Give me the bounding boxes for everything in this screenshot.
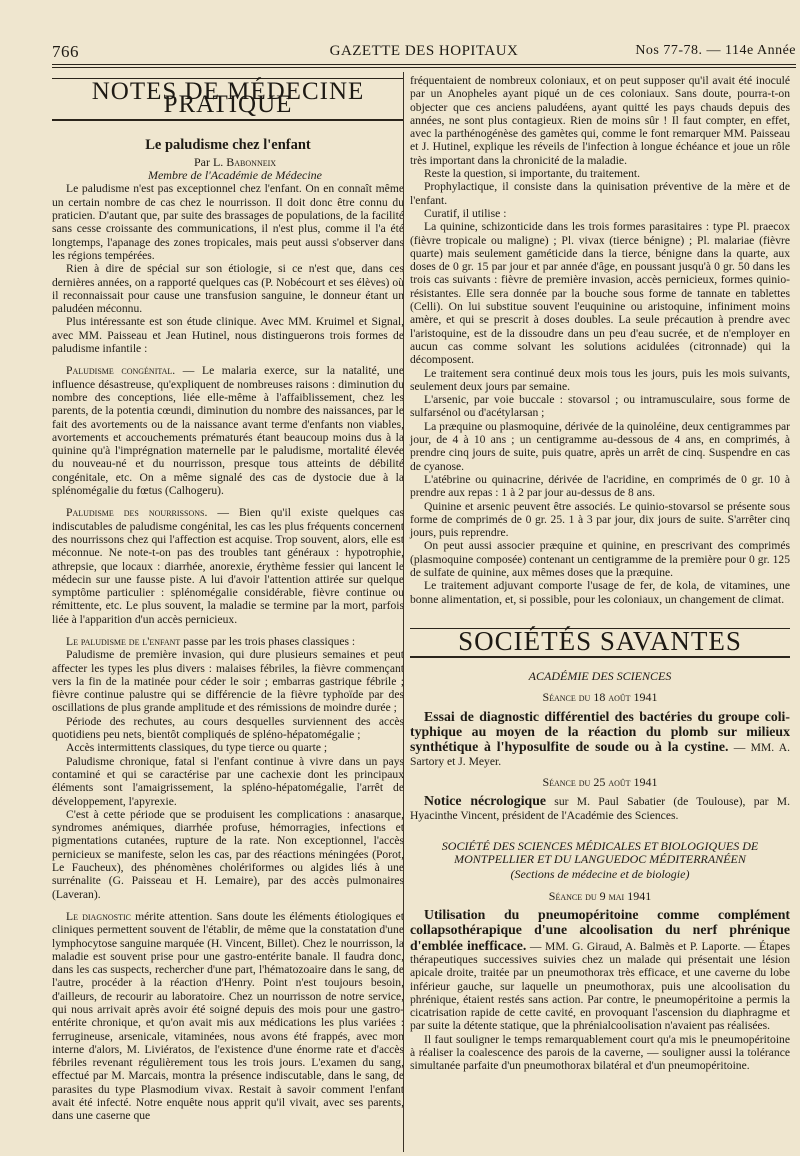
societies-section-title: SOCIÉTÉS SAVANTES	[410, 628, 790, 658]
session-date: Séance du 25 août 1941	[542, 774, 658, 789]
communication	[410, 793, 790, 822]
paragraph	[52, 506, 404, 626]
paragraph: La præquine ou plasmoquine, dérivée de la quinoléine, deux centigrammes par jour, de 4 à 10 ans ; un centigramme au-dessous de 4 ans, en comprimés, à prendre cinq jours de suite, puis quatre, après un arrêt de cinq. Suspendre en cas de cyanose.	[410, 419, 790, 473]
subsection-heading: Paludisme des nourrissons.	[66, 506, 208, 520]
communication-text: sur M. Paul Sabatier (de Toulouse), par M. Hyacinthe Vincent, président de l'Académie des Sciences.	[410, 795, 790, 822]
paragraph: Curatif, il utilise :	[424, 206, 507, 220]
paragraph-text: mérite attention. Sans doute les éléments étiologiques et cliniques permettent souvent de l'établir, de même que la constatation d'une lymphocytose sanguine marquée (H. Vincent, Billet). Chez le nourrisson, la maladie est souvent prise pour une gastro-entérite banale. Il faudra donc, dans les cas suspects, rechercher d'une part, l'hématozoaire dans le sang, de l'autre, procéder à la réaction d'Henry. Point n'est toujours besoin, d'ailleurs, de recourir au laboratoire. Chez un nourrisson de notre service, qui nous arrivait après avoir été soigné depuis des mois pour une gastro-entérite chronique, et qu'on avait mis aux médications les plus variées : ferrugineuse, arsenicale, vitaminées, nous avons été frappés, avec mon interne d'alors, M. Liviératos, de l'existence d'une énorme rate et d'accès fébriles revenant régulièrement tous les trois jours. L'examen du sang, effectué par M. Marcais, montra la présence indiscutable, dans le sang, de parasites du type Plasmodium vivax. Restait à savoir comment l'enfant avait été infecté. Notre enquête nous apprit qu'il vivait, avec ses parents, dans une caserne que	[52, 909, 404, 1123]
right-column	[410, 74, 790, 1073]
paragraph-text: — Bien qu'il existe quelques cas indiscutables de paludisme congénital, les cas les plus fréquents concernent des nourrissons chez qui l'affection est acquise. Trop souvent, alors, elle est méconnue. Ne note-t-on pas des troubles tant généraux : hypotrophie, athrepsie, que locaux : diarrhée, anorexie, érythème fessier qui lancent le médecin sur une fausse piste. A lui d'avoir l'attention attirée sur quelque symptôme particulier : splénomégalie considérable, fièvre continue ou rémittente, etc. Le plus souvent, la maladie se termine par la mort, parfois liée à l'apparition d'un accès pernicieux.	[52, 506, 404, 626]
author-affiliation: Membre de l'Académie de Médecine	[147, 168, 323, 183]
left-column	[52, 74, 404, 1123]
paragraph: Le traitement sera continué deux mois tous les jours, puis les mois suivants, seulement deux jours par semaine.	[410, 366, 790, 393]
paragraph: On peut aussi associer præquine et quinine, en prescrivant des comprimés (plasmoquine composée) contenant un centigramme de la première pour 0 gr. 125 de sulfate de quinine, aux mêmes doses que la præquine.	[410, 539, 790, 579]
column-divider	[403, 72, 404, 1152]
paragraph: Rien à dire de spécial sur son étiologie, si ce n'est que, dans ces dernières années, on a rapporté quelques cas (P. Nobécourt et ses élèves) où il reconnaissait pour cause une transfusion sanguine, le donneur étant un paludéen méconnu.	[52, 262, 404, 316]
paragraph: Période des rechutes, au cours desquelles surviennent des accès quotidiens peu nets, bientôt compliqués de spléno-hépatomégalie ;	[52, 714, 404, 742]
communication-title: Essai de diagnostic différentiel des bactéries du groupe coli-typhique au moyen de la réaction du plomb sur milieux synthétique à l'hyposulfite de soude ou à la cystine.	[410, 708, 790, 755]
header-rule-2	[52, 67, 796, 68]
author-name: L. Babonneix	[212, 154, 277, 169]
paragraph: Prophylactique, il consiste dans la quinisation préventive de la mère et de l'enfant.	[410, 180, 790, 207]
page-number: 766	[52, 42, 79, 61]
communication	[410, 709, 790, 768]
communication-title: Notice nécrologique	[424, 793, 547, 809]
journal-title: GAZETTE DES HOPITAUX	[329, 43, 519, 59]
subsection-heading: Le diagnostic	[66, 909, 131, 923]
paragraph: Il faut souligner le temps remarquablement court qu'a mis le pneumopéritoine à réaliser la coalescence des parois de la caverne, — souligner aussi la tolérance simultanée parfaite d'un pneumothorax bilatéral et d'un pneumopéritoine.	[410, 1032, 790, 1073]
communication-authors: — MM. A. Sartory et J. Meyer.	[410, 741, 791, 768]
paragraph	[52, 910, 404, 1123]
subsection-heading: Paludisme congénital.	[66, 364, 176, 378]
paragraph	[52, 364, 404, 497]
paragraph: Plus intéressante est son étude clinique. Avec MM. Kruimel et Signal, avec MM. Paisseau et Jean Hutinel, nous distinguerons trois formes de paludisme infantile :	[52, 315, 404, 356]
paragraph	[52, 635, 404, 648]
paragraph: L'atébrine ou quinacrine, dérivée de l'acridine, en comprimés de 0 gr. 10 à prendre aux repas : 1 à 2 par jour au-dessus de 8 ans.	[410, 472, 790, 500]
byline-prefix: Par	[193, 154, 213, 169]
communication-title: Utilisation du pneumopéritoine comme complément collapsothérapique d'une alcoolisation du nerf phrénique d'emblée inefficace.	[410, 907, 790, 953]
communication-text: — MM. G. Giraud, A. Balmès et P. Laporte. — Étapes thérapeutiques successives suivies chez un malade qui présentait une lésion apicale droite, traitée par un pneumothorax très efficace, et une caverne du lobe inférieur gauche, sur laquelle un pneumothorax, puis une alcoolisation du phrénique, étaient restés sans action. Par contre, le pneumopéritoine a permis la cicatrisation rapide de cette cavité, en provoquant l'ascension du diaphragme et par suite la détente statique, que la phrénialcoolisation n'avaient pas réalisées.	[410, 939, 790, 1033]
paragraph: Accès intermittents classiques, du type tierce ou quarte ;	[66, 741, 328, 755]
session-date: Séance du 9 mai 1941	[548, 888, 652, 903]
paragraph: La quinine, schizonticide dans les trois formes parasitaires : type Pl. praecox (fièvre tropicale ou maligne) ; Pl. vivax (tierce bénigne) ; Pl. malariae (fièvre quarte) mais seulement gaméticide dans la tierce, bénigne dans la quarte, aux doses de 0 gr. 15 par jour et par année d'âge, en poussant jusqu'à 0 gr. 50 dans les trois cas suivants : fièvre de première invasion, accès pernicieux, formes quinio-résistantes. Elle sera donnée par la bouche sous forme de tannate en tablettes (Celli). On lui substitue souvent l'euquinine ou aristoquine, infiniment moins amère, et qui se prescrit à doses doubles. La seule précaution à prendre avec l'aristoquine, est de la dissoudre dans un peu d'eau sucrée, et de n'employer en aucun cas comme solvant les solutions acidulées (citronnade) qui la décomposent.	[410, 220, 790, 367]
page-header	[52, 40, 796, 66]
society-heading: SOCIÉTÉ DES SCIENCES MÉDICALES ET BIOLOGIQUES DE MONTPELLIER ET DU LANGUEDOC MÉDITERRANÉEN	[441, 838, 759, 867]
paragraph: Paludisme de première invasion, qui dure plusieurs semaines et peut affecter les types les plus divers : malaises fébriles, la fièvre commençant vers la fin de la matinée pour céder le soir ; embarras gastrique fébrile ; fièvre continue palustre qui se différencie de la fièvre typhoïde par des oscillations de plus grande amplitude et des rémissions de moindre durée ;	[52, 648, 404, 715]
subsection-heading: Le paludisme de l'enfant	[66, 634, 181, 648]
society-subheading: (Sections de médecine et de biologie)	[510, 867, 690, 882]
paragraph-text: passe par les trois phases classiques :	[180, 634, 356, 648]
paragraph-text: — Le malaria exerce, sur la natalité, une influence désastreuse, qu'expliquent de nombreuses raisons : diminution du nombre des conceptions, liée elle-même à l'affaiblissement, chez les parents, de la potentia cœundi, diminution du nombre des naissances, par le fait des avortements ou de la naissance avant terme d'enfants non viables, avortements et accouchements prématurés étant beaucoup moins dus à la quinine qu'à l'imprégnation maternelle par le paludisme, mortalité élevée du nouveau-né et du nourrisson, presque tous atteints de débilité congénitale, etc. On a même signalé des cas de dystocie due à la splénomégalie du fœtus (Calhogeru).	[52, 364, 404, 498]
paragraph: Paludisme chronique, fatal si l'enfant continue à vivre dans un pays contaminé et qui se caractérise par une cachexie dont les principaux éléments sont l'amaigrissement, la spléno-hépatomégalie, l'arrêt de développement, l'apyrexie.	[52, 754, 404, 808]
section-title: NOTES DE MÉDECINE PRATIQUE	[52, 78, 404, 121]
paragraph: C'est à cette période que se produisent les complications : anasarque, syndromes anémiques, diarrhée profuse, hémorragies, infections et pigmentations cutanées, rupture de la rate. Non exceptionnel, l'accès pernicieux se manifeste, selon les cas, par des réactions méningées (Porot, Le Faucheux), des phénomènes cholériformes ou algides liés à une surrénalite (G. Paisseau et H. Lemaire), par des accès pulmonaires (Laveran).	[52, 807, 404, 901]
issue-number: Nos 77-78. — 114e Année	[635, 43, 796, 58]
article-title: Le paludisme chez l'enfant	[145, 136, 311, 153]
paragraph: L'arsenic, par voie buccale : stovarsol ; ou intramusculaire, sous forme de sulfarsénol ou d'acétylarsan ;	[410, 393, 790, 420]
paragraph: Quinine et arsenic peuvent être associés. Le quinio-stovarsol se présente sous forme de comprimés de 0 gr. 25. 1 à 3 par jour, dix jours de suite. S'arrêter cinq jours, puis reprendre.	[410, 499, 790, 540]
header-rule	[52, 64, 796, 65]
article-byline	[52, 156, 404, 169]
communication	[410, 907, 790, 1033]
paragraph: fréquentaient de nombreux coloniaux, et on peut supposer qu'il avait été inoculé par un Anopheles ayant piqué un de ces coloniaux. Sans doute, pourra-t-on objecter que ces anciens paludéens, ayant quitté les pays chauds depuis des années, ne sont plus contagieux. Rien de moins sûr ! Il faut compter, en effet, avec la parthénogénèse des gamètes qui, comme le font remarquer MM. Paisseau et J. Hutinel, explique les réveils de l'infection à longue échéance et joue un rôle très important dans la chronicité de la maladie.	[410, 74, 790, 167]
paragraph: Reste la question, si importante, du traitement.	[424, 167, 641, 181]
paragraph: Le traitement adjuvant comporte l'usage de fer, de kola, de vitamines, une bonne alimentation, et, si possible, pour les coloniaux, un changement de climat.	[410, 579, 790, 606]
academy-heading: ACADÉMIE DES SCIENCES	[528, 669, 672, 684]
session-date: Séance du 18 août 1941	[542, 690, 658, 705]
paragraph: Le paludisme n'est pas exceptionnel chez l'enfant. On en connaît même un certain nombre de cas chez le nourrisson. Il doit donc être connu du praticien. D'autant que, par suite des brassages de populations, de la facilité sans cesse croissante des communications, il n'est plus, comme il l'a été longtemps, l'apanage des zones tropicales, mais peut aussi s'observer dans les régions tempérées.	[52, 182, 404, 262]
